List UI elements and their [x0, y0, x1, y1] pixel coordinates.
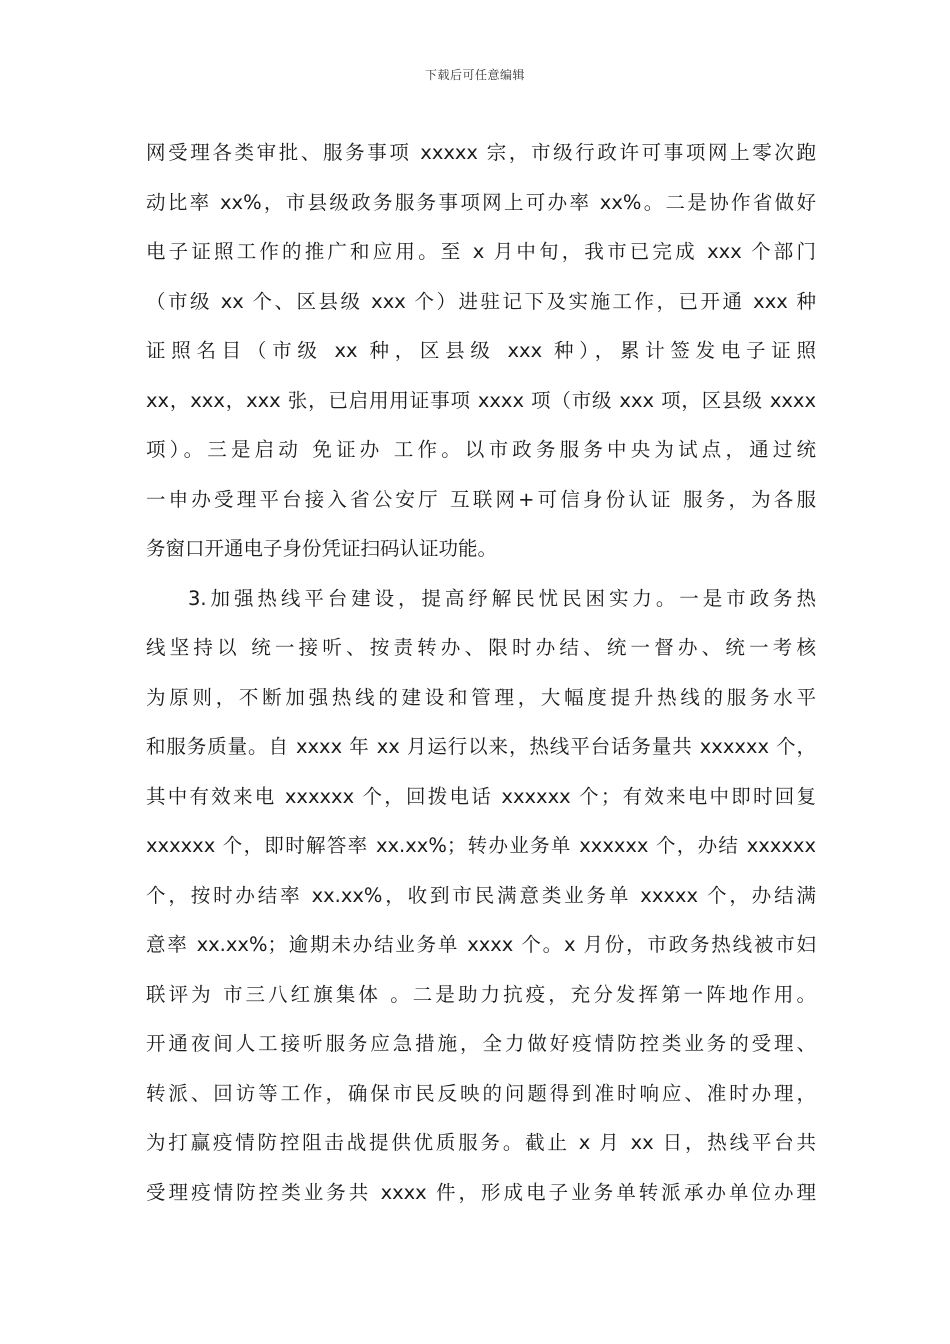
text-line: 证照名目（市级 xx 种，区县级 xxx 种），累计签发电子证照	[146, 339, 816, 362]
text-line: 受理疫情防控类业务共 xxxx 件，形成电子业务单转派承办单位办理	[146, 1180, 816, 1204]
text-line: 网受理各类审批、服务事项 xxxxx 宗，市级行政许可事项网上零次跑	[146, 141, 816, 164]
document-body	[146, 128, 816, 1217]
text-line: 线坚持以 统一接听、按责转办、限时办结、统一督办、统一考核	[146, 636, 816, 659]
text-line: 为打赢疫情防控阻击战提供优质服务。截止 x 月 xx 日，热线平台共	[146, 1131, 816, 1154]
text-line: 动比率 xx%，市县级政务服务事项网上可办率 xx%。二是协作省做好	[146, 190, 816, 214]
text-line: xx，xxx，xxx 张，已启用用证事项 xxxx 项（市级 xxx 项，区县级 xxxx	[146, 388, 816, 412]
text-line: 转派、回访等工作，确保市民反映的问题得到准时响应、准时办理，	[146, 1081, 816, 1105]
text-line: 意率 xx.xx%；逾期未办结业务单 xxxx 个。x 月份，市政务热线被市妇	[146, 933, 816, 956]
text-line: 一申办受理平台接入省公安厅 互联网+可信身份认证 服务，为各服	[146, 487, 816, 511]
text-line: 联评为 市三八红旗集体 。二是助力抗疫，充分发挥第一阵地作用。	[146, 982, 816, 1006]
text-line: 其中有效来电 xxxxxx 个，回拨电话 xxxxxx 个；有效来电中即时回复	[146, 784, 816, 808]
text-line: 开通夜间人工接听服务应急措施，全力做好疫情防控类业务的受理、	[146, 1032, 816, 1055]
page-header: 下载后可任意编辑	[424, 68, 525, 82]
text-line: （市级 xx 个、区县级 xxx 个）进驻记下及实施工作，已开通 xxx 种	[146, 289, 816, 313]
text-line: 为原则，不断加强热线的建设和管理，大幅度提升热线的服务水平	[146, 685, 816, 709]
text-line: 个，按时办结率 xx.xx%，收到市民满意类业务单 xxxxx 个，办结满	[146, 883, 816, 907]
text-line: 3.加强热线平台建设，提高纾解民忧民困实力。一是市政务热	[188, 586, 816, 610]
text-line: 电子证照工作的推广和应用。至 x 月中旬，我市已完成 xxx 个部门	[146, 240, 816, 263]
text-line: 务窗口开通电子身份凭证扫码认证功能。	[146, 537, 498, 560]
text-line: 项）。三是启动 免证办 工作。以市政务服务中央为试点，通过统	[146, 438, 816, 461]
text-line: 和服务质量。自 xxxx 年 xx 月运行以来，热线平台话务量共 xxxxxx 个，	[146, 735, 816, 758]
text-line: xxxxxx 个，即时解答率 xx.xx%；转办业务单 xxxxxx 个，办结 xxxxxx	[146, 834, 816, 857]
